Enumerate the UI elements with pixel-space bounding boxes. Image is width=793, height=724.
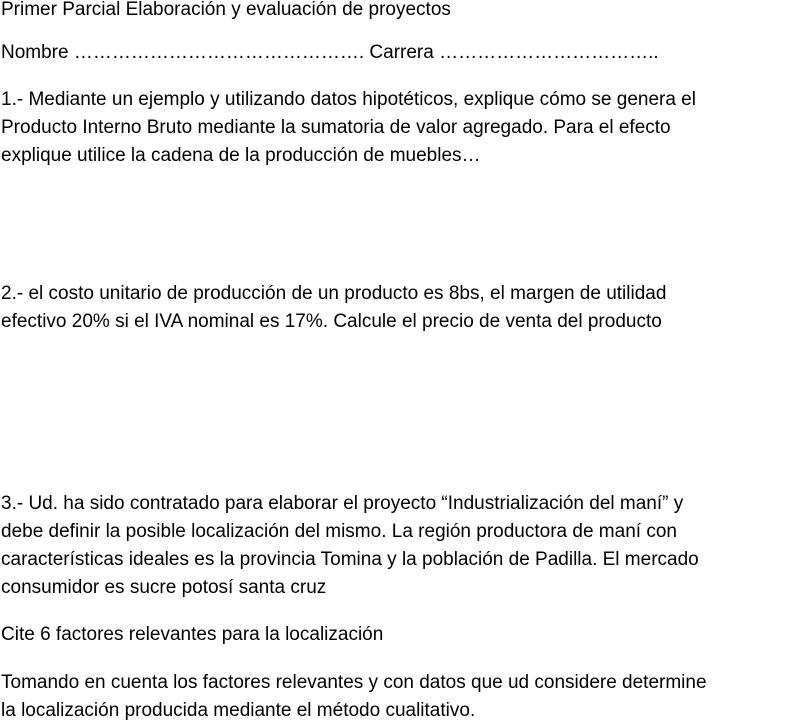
question-3-line: 3.- Ud. ha sido contratado para elaborar el proyecto “Industrialización del maní” y — [1, 493, 684, 514]
exam-title: Primer Parcial Elaboración y evaluación de proyectos — [1, 0, 451, 20]
question-3-method-line: la localización producida mediante el método cualitativo. — [1, 700, 476, 721]
question-2-line: efectivo 20% si el IVA nominal es 17%. Calcule el precio de venta del producto — [1, 311, 662, 332]
question-3-line: consumidor es sucre potosí santa cruz — [1, 577, 327, 598]
question-2-line: 2.- el costo unitario de producción de un producto es 8bs, el margen de utilidad — [1, 283, 667, 304]
student-name-line: Nombre ………………………………………. Carrera …………………………….. — [1, 42, 659, 63]
question-1-line: 1.- Mediante un ejemplo y utilizando datos hipotéticos, explique cómo se genera el — [1, 89, 696, 110]
question-1-line: explique utilice la cadena de la producción de muebles… — [1, 145, 481, 166]
question-3-factors-prompt: Cite 6 factores relevantes para la localización — [1, 624, 384, 645]
question-3-line: características ideales es la provincia Tomina y la población de Padilla. El mercado — [1, 549, 699, 570]
question-3-line: debe definir la posible localización del mismo. La región productora de maní con — [1, 521, 677, 542]
question-1-line: Producto Interno Bruto mediante la sumatoria de valor agregado. Para el efecto — [1, 117, 671, 138]
question-3-method-line: Tomando en cuenta los factores relevantes y con datos que ud considere determine — [1, 672, 707, 693]
